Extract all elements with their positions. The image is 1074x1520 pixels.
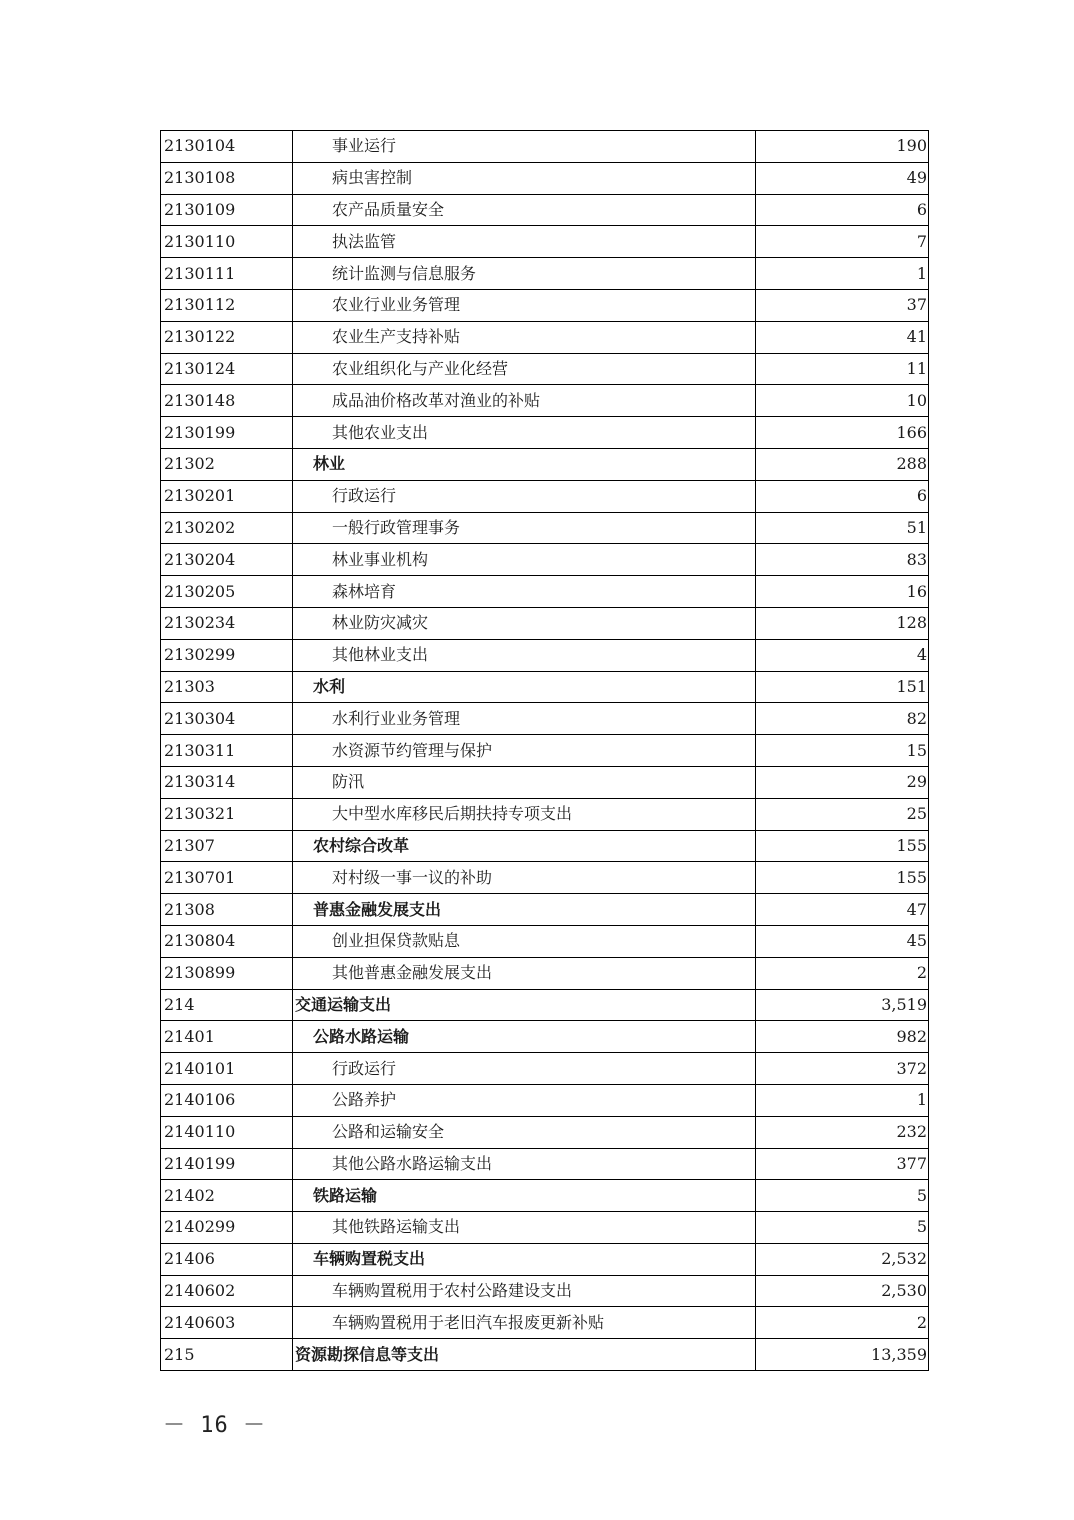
subject-code-cell: 2140101 [161,1053,293,1085]
table-row [161,226,929,258]
table-row [161,798,929,830]
subject-code-cell: 214 [161,989,293,1021]
subject-name-cell: 车辆购置税用于老旧汽车报废更新补贴 [293,1307,756,1339]
table-row [161,1148,929,1180]
table-row [161,1275,929,1307]
subject-name-cell: 农村综合改革 [293,830,756,862]
amount-cell: 83 [756,544,929,576]
table-row [161,321,929,353]
table-row [161,258,929,290]
subject-code-cell: 2130234 [161,607,293,639]
subject-code-cell: 2140299 [161,1212,293,1244]
subject-code-cell: 21402 [161,1180,293,1212]
subject-name-cell: 普惠金融发展支出 [293,894,756,926]
table-row [161,957,929,989]
table-row [161,989,929,1021]
subject-name-cell: 大中型水库移民后期扶持专项支出 [293,798,756,830]
subject-name-cell: 车辆购置税支出 [293,1243,756,1275]
subject-code-cell: 21308 [161,894,293,926]
amount-cell: 377 [756,1148,929,1180]
subject-name-cell: 一般行政管理事务 [293,512,756,544]
subject-code-cell: 2130108 [161,162,293,194]
subject-code-cell: 2130110 [161,226,293,258]
table-row [161,766,929,798]
amount-cell: 29 [756,766,929,798]
table-row [161,1339,929,1371]
subject-code-cell: 2130109 [161,194,293,226]
amount-cell: 49 [756,162,929,194]
amount-cell: 2,532 [756,1243,929,1275]
subject-code-cell: 215 [161,1339,293,1371]
subject-name-cell: 其他铁路运输支出 [293,1212,756,1244]
table-row [161,480,929,512]
page-number: － 16 － [163,1413,266,1438]
subject-name-cell: 农产品质量安全 [293,194,756,226]
subject-code-cell: 2130111 [161,258,293,290]
budget-expenditure-table [160,130,929,1371]
table-row [161,1307,929,1339]
subject-name-cell: 执法监管 [293,226,756,258]
amount-cell: 10 [756,385,929,417]
table-row [161,607,929,639]
subject-code-cell: 2130299 [161,639,293,671]
subject-name-cell: 其他林业支出 [293,639,756,671]
subject-name-cell: 铁路运输 [293,1180,756,1212]
table-row [161,1053,929,1085]
subject-name-cell: 车辆购置税用于农村公路建设支出 [293,1275,756,1307]
subject-name-cell: 林业事业机构 [293,544,756,576]
subject-code-cell: 2130199 [161,417,293,449]
table-row [161,131,929,163]
subject-code-cell: 2130124 [161,353,293,385]
subject-name-cell: 统计监测与信息服务 [293,258,756,290]
subject-code-cell: 2130701 [161,862,293,894]
subject-name-cell: 其他农业支出 [293,417,756,449]
subject-name-cell: 公路和运输安全 [293,1116,756,1148]
subject-name-cell: 水资源节约管理与保护 [293,735,756,767]
amount-cell: 15 [756,735,929,767]
table-body [161,131,929,1371]
table-row [161,544,929,576]
subject-name-cell: 农业生产支持补贴 [293,321,756,353]
subject-name-cell: 水利行业业务管理 [293,703,756,735]
subject-name-cell: 资源勘探信息等支出 [293,1339,756,1371]
subject-name-cell: 创业担保贷款贴息 [293,925,756,957]
table-row [161,830,929,862]
table-row [161,1243,929,1275]
subject-code-cell: 2130104 [161,131,293,163]
table-row [161,735,929,767]
amount-cell: 41 [756,321,929,353]
table-row [161,1180,929,1212]
subject-code-cell: 2130112 [161,289,293,321]
subject-name-cell: 林业 [293,448,756,480]
table-row [161,639,929,671]
amount-cell: 288 [756,448,929,480]
amount-cell: 2,530 [756,1275,929,1307]
amount-cell: 166 [756,417,929,449]
amount-cell: 6 [756,480,929,512]
subject-name-cell: 公路养护 [293,1084,756,1116]
subject-code-cell: 2130148 [161,385,293,417]
amount-cell: 6 [756,194,929,226]
amount-cell: 5 [756,1212,929,1244]
subject-code-cell: 21302 [161,448,293,480]
table-row [161,1084,929,1116]
subject-name-cell: 森林培育 [293,576,756,608]
amount-cell: 5 [756,1180,929,1212]
amount-cell: 151 [756,671,929,703]
subject-name-cell: 成品油价格改革对渔业的补贴 [293,385,756,417]
amount-cell: 25 [756,798,929,830]
table-row [161,194,929,226]
amount-cell: 2 [756,957,929,989]
subject-name-cell: 防汛 [293,766,756,798]
amount-cell: 2 [756,1307,929,1339]
subject-code-cell: 21307 [161,830,293,862]
amount-cell: 190 [756,131,929,163]
subject-code-cell: 2140199 [161,1148,293,1180]
amount-cell: 37 [756,289,929,321]
subject-code-cell: 2130304 [161,703,293,735]
subject-code-cell: 2130202 [161,512,293,544]
subject-name-cell: 其他公路水路运输支出 [293,1148,756,1180]
subject-name-cell: 水利 [293,671,756,703]
table-row [161,512,929,544]
amount-cell: 11 [756,353,929,385]
table-row [161,385,929,417]
amount-cell: 155 [756,862,929,894]
amount-cell: 82 [756,703,929,735]
amount-cell: 13,359 [756,1339,929,1371]
subject-name-cell: 交通运输支出 [293,989,756,1021]
subject-code-cell: 2130201 [161,480,293,512]
amount-cell: 128 [756,607,929,639]
subject-code-cell: 2140603 [161,1307,293,1339]
subject-code-cell: 2140106 [161,1084,293,1116]
subject-name-cell: 林业防灾减灾 [293,607,756,639]
subject-code-cell: 2130321 [161,798,293,830]
subject-code-cell: 2140602 [161,1275,293,1307]
subject-code-cell: 2140110 [161,1116,293,1148]
amount-cell: 7 [756,226,929,258]
amount-cell: 1 [756,1084,929,1116]
subject-code-cell: 2130204 [161,544,293,576]
subject-name-cell: 行政运行 [293,480,756,512]
amount-cell: 982 [756,1021,929,1053]
amount-cell: 372 [756,1053,929,1085]
table-row [161,289,929,321]
amount-cell: 232 [756,1116,929,1148]
subject-code-cell: 2130122 [161,321,293,353]
subject-code-cell: 21303 [161,671,293,703]
table-row [161,925,929,957]
amount-cell: 3,519 [756,989,929,1021]
table-row [161,576,929,608]
subject-code-cell: 2130899 [161,957,293,989]
subject-name-cell: 病虫害控制 [293,162,756,194]
subject-code-cell: 2130205 [161,576,293,608]
subject-code-cell: 21401 [161,1021,293,1053]
subject-code-cell: 2130314 [161,766,293,798]
subject-name-cell: 其他普惠金融发展支出 [293,957,756,989]
subject-code-cell: 2130311 [161,735,293,767]
table-row [161,1021,929,1053]
amount-cell: 16 [756,576,929,608]
subject-name-cell: 农业行业业务管理 [293,289,756,321]
subject-name-cell: 行政运行 [293,1053,756,1085]
subject-code-cell: 2130804 [161,925,293,957]
table-row [161,417,929,449]
subject-code-cell: 21406 [161,1243,293,1275]
table-row [161,894,929,926]
amount-cell: 4 [756,639,929,671]
table-row [161,448,929,480]
subject-name-cell: 对村级一事一议的补助 [293,862,756,894]
table-row [161,703,929,735]
amount-cell: 47 [756,894,929,926]
table-row [161,1116,929,1148]
table-row [161,671,929,703]
subject-name-cell: 事业运行 [293,131,756,163]
table-row [161,1212,929,1244]
table-row [161,353,929,385]
subject-name-cell: 农业组织化与产业化经营 [293,353,756,385]
amount-cell: 155 [756,830,929,862]
subject-name-cell: 公路水路运输 [293,1021,756,1053]
table-row [161,162,929,194]
amount-cell: 45 [756,925,929,957]
amount-cell: 51 [756,512,929,544]
table-row [161,862,929,894]
amount-cell: 1 [756,258,929,290]
